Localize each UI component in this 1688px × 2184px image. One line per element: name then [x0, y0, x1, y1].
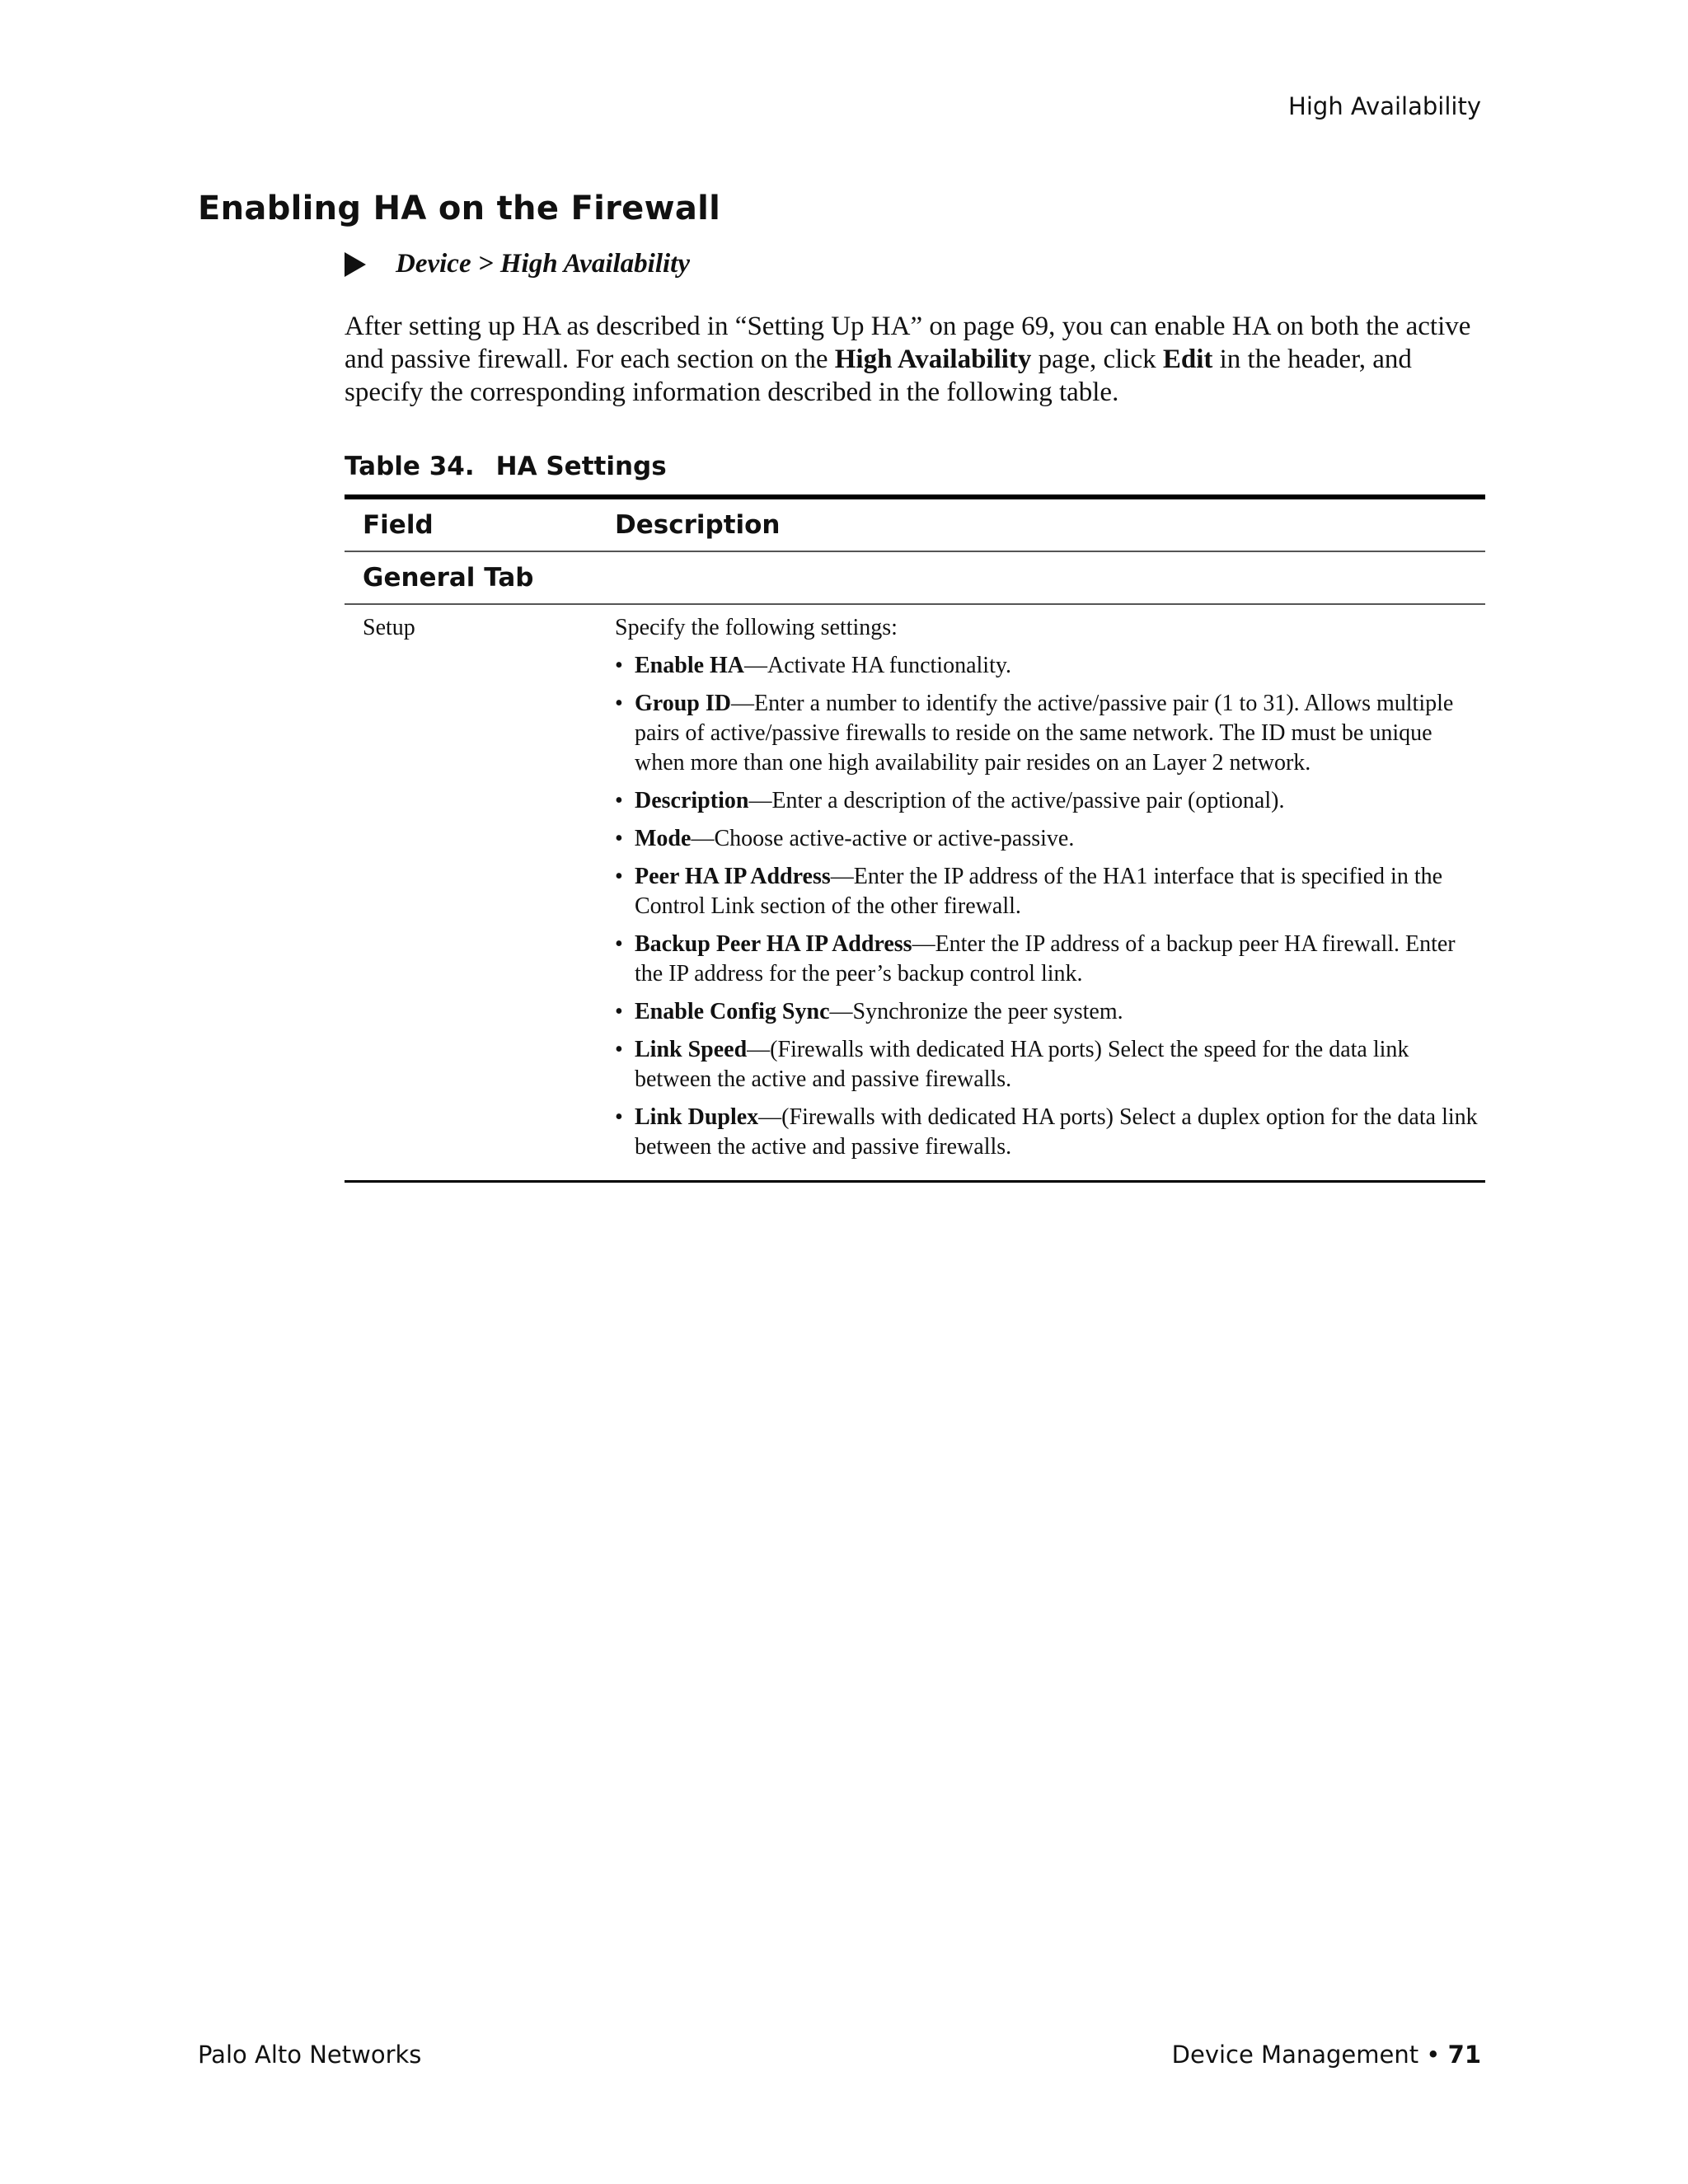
intro-bold-edit: Edit	[1162, 344, 1213, 374]
setting-term: Mode	[635, 826, 692, 851]
setting-term: Enable HA	[635, 653, 745, 678]
page-number: 71	[1447, 2041, 1481, 2069]
row-field-setup: Setup	[363, 615, 415, 640]
nav-path-text: Device > High Availability	[396, 249, 690, 279]
settings-list	[615, 651, 1485, 1162]
list-item	[615, 1103, 1485, 1162]
footer-page-info	[1172, 2041, 1481, 2069]
row-description	[615, 613, 1485, 1170]
setting-term: Group ID	[635, 691, 731, 716]
setting-text: —(Firewalls with dedicated HA ports) Select a duplex option for the data link between the active and passive firewalls.	[635, 1104, 1478, 1160]
section-title: Enabling HA on the Firewall	[198, 190, 721, 227]
header-field: Field	[363, 510, 434, 540]
setting-term: Description	[635, 788, 749, 813]
running-header: High Availability	[1288, 92, 1481, 120]
table-caption-number: Table 34.	[345, 452, 475, 481]
table-bottom-rule	[345, 1180, 1485, 1183]
setting-term: Enable Config Sync	[635, 999, 830, 1024]
setting-term: Link Duplex	[635, 1104, 759, 1130]
setting-term: Peer HA IP Address	[635, 864, 831, 889]
list-item	[615, 786, 1485, 816]
row-lead-text: Specify the following settings:	[615, 615, 898, 640]
table-caption-title: HA Settings	[495, 452, 667, 481]
setting-term: Link Speed	[635, 1037, 748, 1062]
table-header-row	[345, 499, 1485, 551]
setting-text: —Enter the IP address of the HA1 interface that is specified in the Control Link section of the other firewall.	[635, 864, 1443, 919]
setting-text: —(Firewalls with dedicated HA ports) Select the speed for the data link between the active and passive firewalls.	[635, 1037, 1409, 1092]
setting-text: —Choose active-active or active-passive.	[691, 826, 1075, 851]
list-item	[615, 930, 1485, 989]
intro-bold-high-availability: High Availability	[834, 344, 1032, 374]
triangle-arrow-icon	[345, 252, 366, 277]
list-item	[615, 651, 1485, 681]
list-item	[615, 824, 1485, 854]
intro-text-2: page, click	[1031, 344, 1163, 374]
setting-text: —Enter a number to identify the active/passive pair (1 to 31). Allows multiple pairs of active/passive firewalls to reside on the same network. The ID must be unique when more than one high availability pair resides on an Layer 2 network.	[635, 691, 1454, 776]
footer-chapter: Device Management •	[1171, 2041, 1448, 2069]
intro-text-1: After setting up HA as described in “Setting Up HA” on page 69, you can enable HA on both the active and passive firewall. For each section on the	[345, 312, 1471, 374]
nav-path	[345, 249, 690, 279]
setting-text: —Activate HA functionality.	[744, 653, 1012, 678]
setting-text: —Enter a description of the active/passive pair (optional).	[748, 788, 1285, 813]
table-caption	[345, 452, 667, 481]
list-item	[615, 1035, 1485, 1094]
intro-text-3: in the header, and specify the corresponding information described in the following table.	[345, 344, 1412, 407]
intro-paragraph	[345, 310, 1482, 409]
setting-text: —Enter the IP address of a backup peer HA firewall. Enter the IP address for the peer’s backup control link.	[635, 931, 1456, 987]
table-row	[345, 605, 1485, 1179]
group-row-general-tab: General Tab	[363, 563, 534, 593]
list-item	[615, 689, 1485, 778]
setting-text: —Synchronize the peer system.	[829, 999, 1123, 1024]
header-description: Description	[615, 510, 781, 540]
setting-term: Backup Peer HA IP Address	[635, 931, 912, 957]
list-item	[615, 997, 1485, 1027]
ha-settings-table	[345, 494, 1485, 1183]
list-item	[615, 862, 1485, 921]
footer-company: Palo Alto Networks	[198, 2041, 422, 2069]
